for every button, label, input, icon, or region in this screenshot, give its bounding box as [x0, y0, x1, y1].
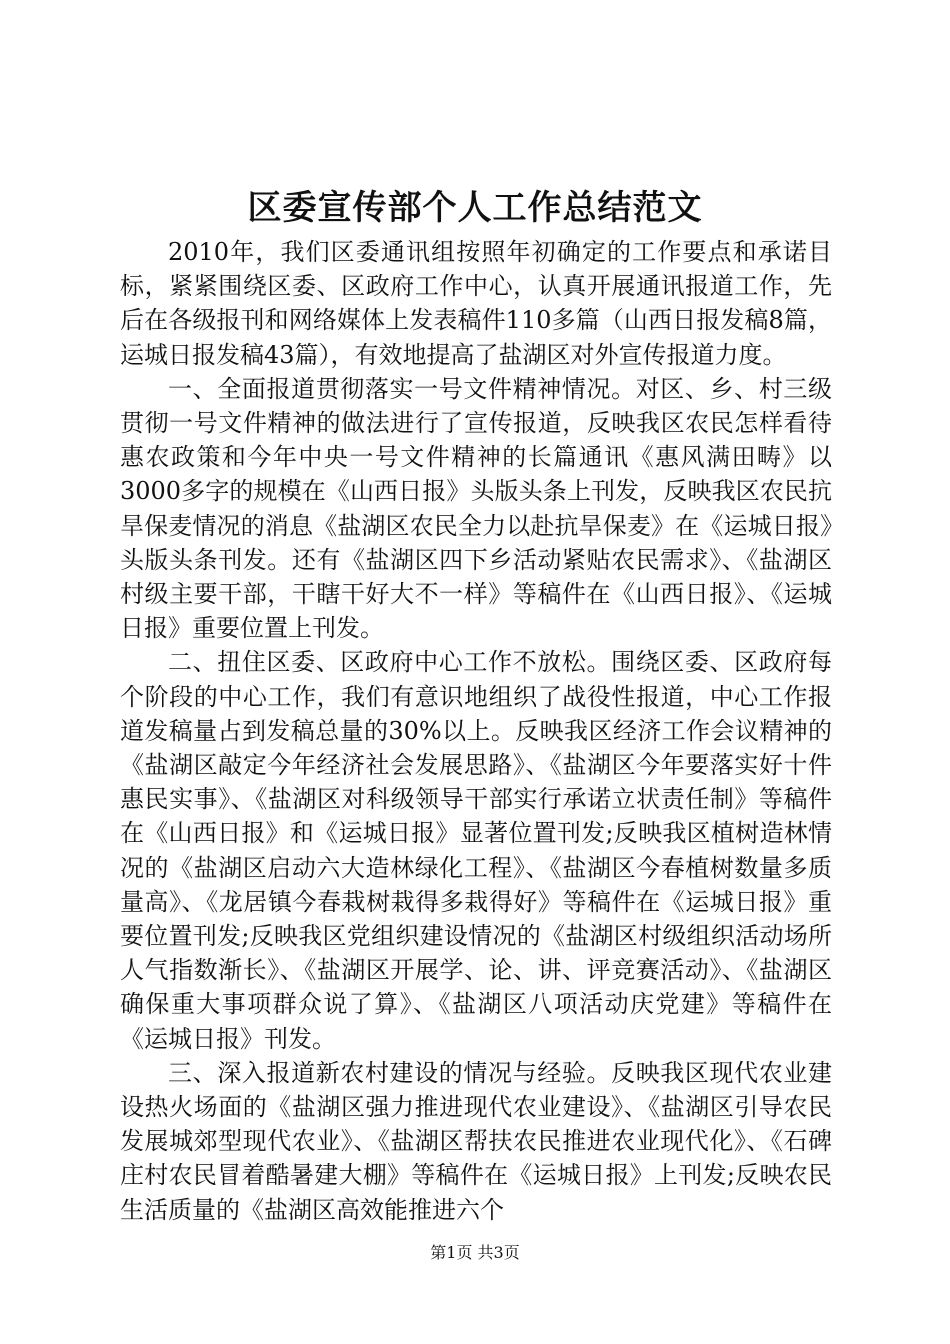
paragraph-section-2: 二、扭住区委、区政府中心工作不放松。围绕区委、区政府每个阶段的中心工作，我们有意识地组织了战役性报道，中心工作报道发稿量占到发稿总量的30%以上。反映我区经济工作会议精神的《盐湖区敲定今年经济社会发展思路》、《盐湖区今年要落实好十件惠民实事》、《盐湖区对科级领导干部实行承诺立状责任制》等稿件在《山西日报》和《运城日报》显著位置刊发;反映我区植树造林情况的《盐湖区启动六大造林绿化工程》、《盐湖区今春植树数量多质量高》、《龙居镇今春栽树栽得多栽得好》等稿件在《运城日报》重要位置刊发;反映我区党组织建设情况的《盐湖区村级组织活动场所人气指数渐长》、《盐湖区开展学、论、讲、评竞赛活动》、《盐湖区确保重大事项群众说了算》、《盐湖区八项活动庆党建》等稿件在《运城日报》刊发。: [120, 648, 832, 1053]
paragraph-section-1: 一、全面报道贯彻落实一号文件精神情况。对区、乡、村三级贯彻一号文件精神的做法进行了宣传报道，反映我区农民怎样看待惠农政策和今年中央一号文件精神的长篇通讯《惠风满田畴》以3000多字的规模在《山西日报》头版头条上刊发，反映我区农民抗旱保麦情况的消息《盐湖区农民全力以赴抗旱保麦》在《运城日报》头版头条刊发。还有《盐湖区四下乡活动紧贴农民需求》、《盐湖区村级主要干部，干瞎干好大不一样》等稿件在《山西日报》、《运城日报》重要位置上刊发。: [120, 374, 832, 643]
page-number-footer: 第1页 共3页: [430, 1243, 520, 1262]
document-title: 区委宣传部个人工作总结范文: [247, 188, 703, 228]
document-body: [120, 235, 832, 1227]
paragraph-section-3: 三、深入报道新农村建设的情况与经验。反映我区现代农业建设热火场面的《盐湖区强力推进现代农业建设》、《盐湖区引导农民发展城郊型现代农业》、《盐湖区帮扶农民推进农业现代化》、《石碑庄村农民冒着酷暑建大棚》等稿件在《运城日报》上刊发;反映农民生活质量的《盐湖区高效能推进六个: [120, 1058, 832, 1224]
paragraph-intro: 2010年，我们区委通讯组按照年初确定的工作要点和承诺目标，紧紧围绕区委、区政府工作中心，认真开展通讯报道工作，先后在各级报刊和网络媒体上发表稿件110多篇（山西日报发稿8篇，运城日报发稿43篇），有效地提高了盐湖区对外宣传报道力度。: [120, 238, 832, 369]
